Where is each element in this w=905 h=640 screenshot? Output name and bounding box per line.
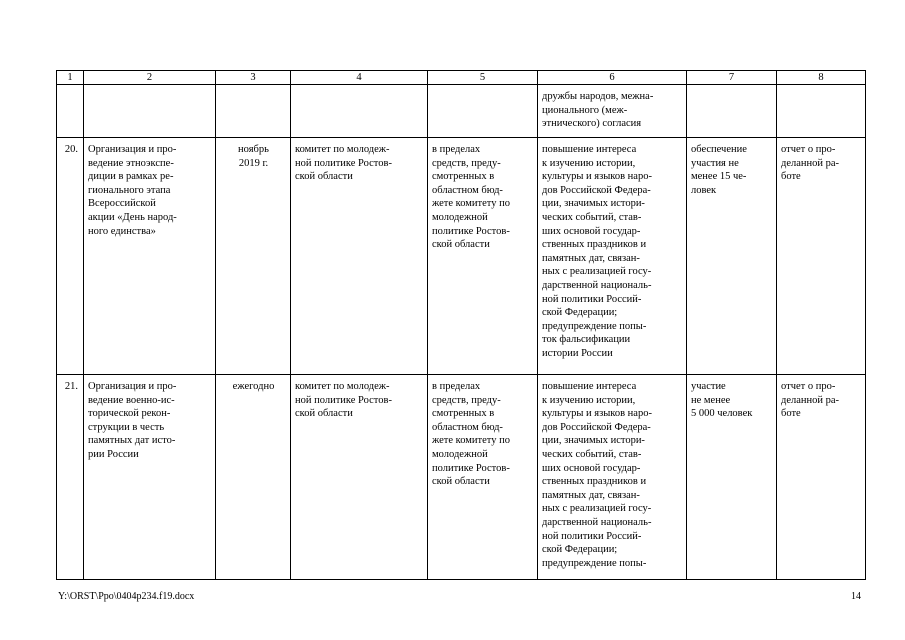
funding-cell bbox=[428, 85, 538, 138]
column-number: 6 bbox=[538, 71, 687, 85]
footer-file-path: Y:\ORST\Ppo\0404p234.f19.docx bbox=[58, 591, 195, 602]
column-number: 8 bbox=[777, 71, 866, 85]
deadline-cell: ежегодно bbox=[216, 375, 291, 580]
column-number-row bbox=[57, 71, 866, 85]
funding-cell: в пределах средств, преду- смотренных в областном бюд- жете комитету по молодежной политике Ростов- ской области bbox=[428, 375, 538, 580]
indicator-cell bbox=[687, 85, 777, 138]
column-number: 3 bbox=[216, 71, 291, 85]
responsible-cell: комитет по молодеж- ной политике Ростов- ской области bbox=[291, 375, 428, 580]
column-number: 4 bbox=[291, 71, 428, 85]
event-name-cell: Организация и про- ведение военно-ис- торической рекон- струкции в честь памятных дат исто- рии России bbox=[84, 375, 216, 580]
plan-table bbox=[56, 70, 866, 580]
indicator-cell: обеспечение участия не менее 15 че- ловек bbox=[687, 138, 777, 375]
event-name-cell bbox=[84, 85, 216, 138]
column-number: 5 bbox=[428, 71, 538, 85]
column-number: 7 bbox=[687, 71, 777, 85]
column-number: 2 bbox=[84, 71, 216, 85]
deadline-cell bbox=[216, 85, 291, 138]
report-form-cell bbox=[777, 85, 866, 138]
table-row bbox=[57, 375, 866, 580]
deadline-cell: ноябрь 2019 г. bbox=[216, 138, 291, 375]
column-number: 1 bbox=[57, 71, 84, 85]
responsible-cell: комитет по молодеж- ной политике Ростов- ской области bbox=[291, 138, 428, 375]
expected-result-cell: повышение интереса к изучению истории, культуры и языков наро- дов Российской Федера- ции, значимых истори- ческих событий, став- ших основой государ- ственных праздников и памятных дат, связан- ных с реализацией госу- дарственной националь- ной политики Россий- ской Федерации; предупреждение попы- bbox=[538, 375, 687, 580]
table-row-continuation bbox=[57, 85, 866, 138]
report-form-cell: отчет о про- деланной ра- боте bbox=[777, 375, 866, 580]
indicator-cell: участие не менее 5 000 человек bbox=[687, 375, 777, 580]
row-number-cell: 21. bbox=[57, 375, 84, 580]
expected-result-cell: повышение интереса к изучению истории, культуры и языков наро- дов Российской Федера- ции, значимых истори- ческих событий, став- ших основой государ- ственных праздников и памятных дат, связан- ных с реализацией госу- дарственной националь- ной политики Россий- ской Федерации; предупреждение попы- ток фальсификации истории России bbox=[538, 138, 687, 375]
expected-result-cell: дружбы народов, межна- ционального (меж- этнического) согласия bbox=[538, 85, 687, 138]
funding-cell: в пределах средств, преду- смотренных в областном бюд- жете комитету по молодежной политике Ростов- ской области bbox=[428, 138, 538, 375]
event-name-cell: Организация и про- ведение этноэкспе- диции в рамках ре- гионального этапа Всероссийской акции «День народ- ного единства» bbox=[84, 138, 216, 375]
table-row bbox=[57, 138, 866, 375]
page-number: 14 bbox=[851, 591, 861, 602]
row-number-cell bbox=[57, 85, 84, 138]
report-form-cell: отчет о про- деланной ра- боте bbox=[777, 138, 866, 375]
responsible-cell bbox=[291, 85, 428, 138]
row-number-cell: 20. bbox=[57, 138, 84, 375]
